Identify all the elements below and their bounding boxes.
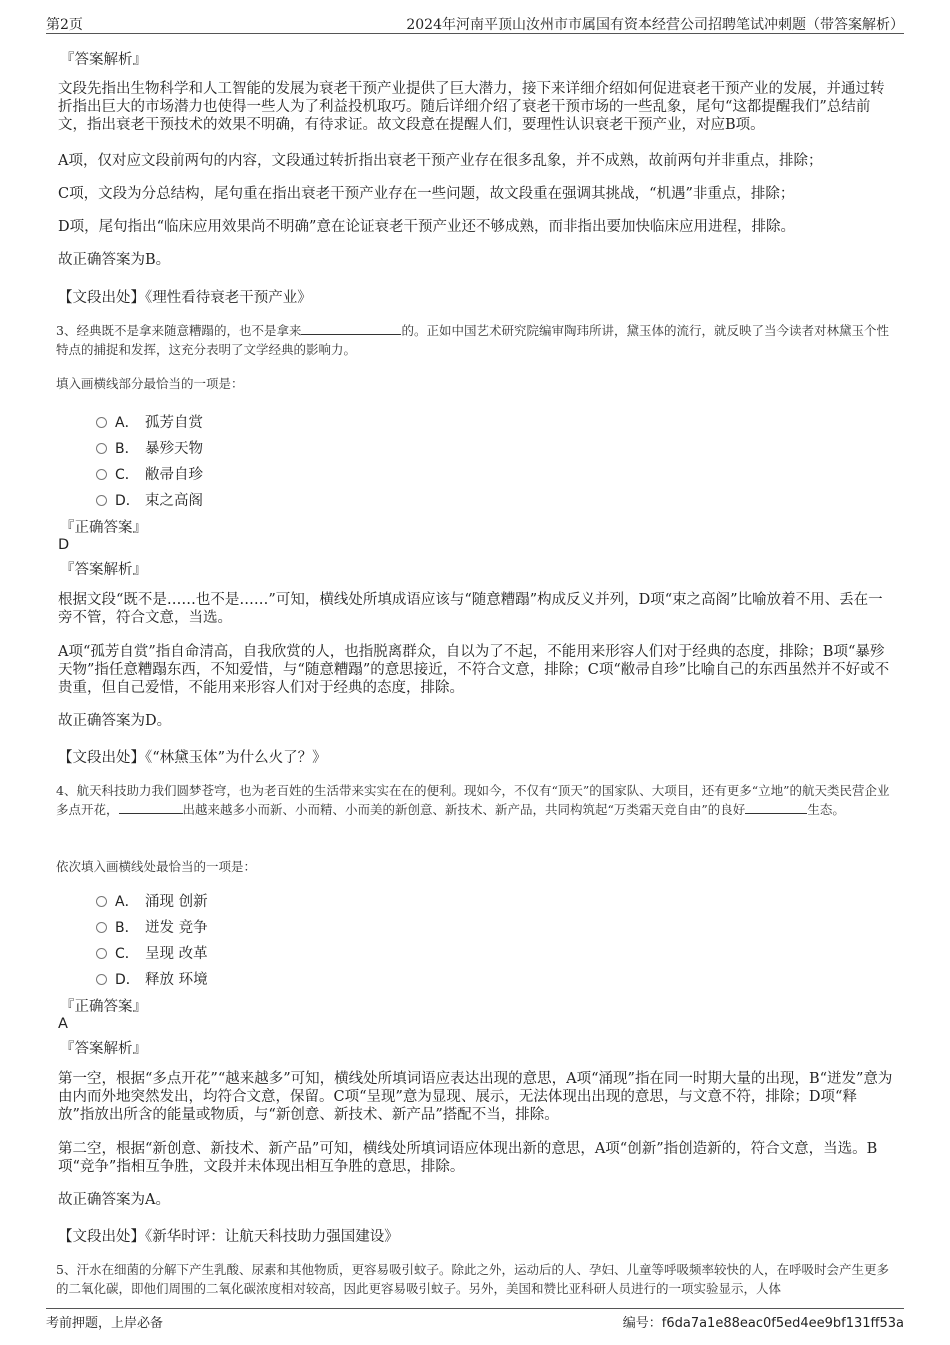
q4-stem-part3: 生态。 <box>807 801 845 817</box>
option-letter: D． <box>115 493 140 509</box>
option-letter: A． <box>115 894 139 910</box>
radio-icon[interactable] <box>96 896 107 907</box>
q3-stem-part1: 3、经典既不是拿来随意糟蹋的，也不是拿来 <box>56 323 302 338</box>
q4-blank-2 <box>745 801 807 814</box>
q3-correct-answer: D <box>58 537 70 553</box>
q2-analysis-para3: C项，文段为分总结构，尾句重在指出衰老干预产业存在一些问题，故文段重在强调其挑战，“机遇”非重点，排除； <box>58 186 795 202</box>
q4-option-d[interactable] <box>96 968 208 988</box>
q3-stem-part2: 的。正如中国艺术研究院编审陶玮所讲，黛玉体的流行，就反映了当今读者对林黛玉个性特点的捕捉和发挥，这充分表明了文学经典的影响力。 <box>56 323 889 357</box>
q4-stem-part1: 4、航天科技助力我们圆梦苍穹，也为老百姓的生活带来实实在在的便利。现如今，不仅有“顶天”的国家队、大项目，还有更多“立地”的航天类民营企业多点开花， <box>56 783 890 817</box>
q4-stem <box>56 782 896 819</box>
q3-analysis-para2: A项“孤芳自赏”指自命清高，自我欣赏的人，也指脱离群众，自以为了不起，不能用来形容人们对于经典的态度，排除；B项“暴殄天物”指任意糟蹋东西，不知爱惜，与“随意糟蹋”的意思接近，不符合文意，排除；C项“敝帚自珍”比喻自己的东西虽然并不好或不贵重，但自己爱惜，不能用来形容人们对于经典的态度，排除。 <box>58 644 890 696</box>
option-letter: A． <box>115 415 139 431</box>
q5-stem: 5、汗水在细菌的分解下产生乳酸、尿素和其他物质，更容易吸引蚊子。除此之外，运动后的人、孕妇、儿童等呼吸频率较快的人，在呼吸时会产生更多的二氧化碳，即他们周围的二氧化碳浓度相对较高，因此更容易吸引蚊子。另外，美国和赞比亚科研人员进行的一项实验显示，人体 <box>56 1262 889 1296</box>
q2-source: 【文段出处】《理性看待衰老干预产业》 <box>58 290 312 306</box>
q4-correct-label: 『正确答案』 <box>60 999 147 1015</box>
option-text: 呈现 改革 <box>145 946 208 962</box>
footer-slogan: 考前押题，上岸必备 <box>46 1316 164 1331</box>
option-text: 释放 环境 <box>145 972 208 988</box>
option-text: 暴殄天物 <box>145 441 203 457</box>
q3-instruction: 填入画横线部分最恰当的一项是： <box>56 376 244 391</box>
option-letter: C． <box>115 946 139 962</box>
option-text: 孤芳自赏 <box>145 415 203 431</box>
option-letter: C． <box>115 467 139 483</box>
radio-icon[interactable] <box>96 922 107 933</box>
option-letter: D． <box>115 972 140 988</box>
radio-icon[interactable] <box>96 417 107 428</box>
radio-icon[interactable] <box>96 469 107 480</box>
option-letter: B． <box>115 441 139 457</box>
radio-icon[interactable] <box>96 974 107 985</box>
footer-divider <box>46 1308 904 1309</box>
option-text: 迸发 竞争 <box>145 920 208 936</box>
q4-blank-1 <box>119 801 183 814</box>
q4-option-b[interactable] <box>96 916 208 936</box>
q4-option-c[interactable] <box>96 942 208 962</box>
q3-analysis-para1: 根据文段“既不是……也不是……”可知，横线处所填成语应该与“随意糟蹋”构成反义并列，D项“束之高阁”比喻放着不用、丢在一旁不管，符合文意，当选。 <box>58 592 883 626</box>
option-text: 束之高阁 <box>145 493 203 509</box>
q4-source: 【文段出处】《新华时评：让航天科技助力强国建设》 <box>58 1229 399 1245</box>
option-text: 涌现 创新 <box>145 894 208 910</box>
q3-blank <box>301 322 401 335</box>
q4-instruction: 依次填入画横线处最恰当的一项是： <box>56 859 257 874</box>
radio-icon[interactable] <box>96 495 107 506</box>
q4-conclusion: 故正确答案为A。 <box>58 1192 170 1208</box>
q4-analysis-para2: 第二空，根据“新创意、新技术、新产品”可知，横线处所填词语应体现出新的意思，A项“创新”指创造新的，符合文意，当选。B项“竞争”指相互争胜，文段并未体现出相互争胜的意思，排除。 <box>58 1141 878 1175</box>
radio-icon[interactable] <box>96 443 107 454</box>
q2-analysis-para2: A项，仅对应文段前两句的内容，文段通过转折指出衰老干预产业存在很多乱象，并不成熟，故前两句并非重点，排除； <box>58 153 823 169</box>
q3-stem <box>56 322 896 359</box>
q2-analysis-para4: D项，尾句指出“临床应用效果尚不明确”意在论证衰老干预产业还不够成熟，而非指出要加快临床应用进程，排除。 <box>58 219 795 235</box>
radio-icon[interactable] <box>96 948 107 959</box>
q3-source: 【文段出处】《“林黛玉体”为什么火了？》 <box>58 750 327 766</box>
q4-correct-answer: A <box>58 1016 68 1032</box>
document-title: 2024年河南平顶山汝州市市属国有资本经营公司招聘笔试冲刺题（带答案解析） <box>406 17 904 33</box>
q3-analysis-label: 『答案解析』 <box>60 562 147 578</box>
option-letter: B． <box>115 920 139 936</box>
option-text: 敝帚自珍 <box>145 467 203 483</box>
q3-option-d[interactable] <box>96 489 203 509</box>
q4-analysis-label: 『答案解析』 <box>60 1041 147 1057</box>
header-divider <box>46 33 904 34</box>
q2-analysis-para1: 文段先指出生物科学和人工智能的发展为衰老干预产业提供了巨大潜力，接下来详细介绍如何促进衰老干预产业的发展，并通过转折指出巨大的市场潜力也使得一些人为了利益投机取巧。随后详细介绍了衰老干预市场的一些乱象，尾句“这都提醒我们”总结前文，指出衰老干预技术的效果不明确，有待求证。故文段意在提醒人们，要理性认识衰老干预产业，对应B项。 <box>58 81 885 133</box>
q3-option-a[interactable] <box>96 411 203 431</box>
q3-option-c[interactable] <box>96 463 203 483</box>
q3-conclusion: 故正确答案为D。 <box>58 713 172 729</box>
q4-stem-part2: 出越来越多小而新、小而精、小而美的新创意、新技术、新产品，共同构筑起“万类霜天竞自由”的良好 <box>182 801 746 817</box>
q4-analysis-para1: 第一空，根据“多点开花”“越来越多”可知，横线处所填词语应表达出现的意思，A项“涌现”指在同一时期大量的出现，B“迸发”意为由内而外地突然发出，均符合文意，保留。C项“呈现”意为显现、展示，无法体现出出现的意思，与文意不符，排除；D项“释放”指放出所含的能量或物质，与“新创意、新技术、新产品”搭配不当，排除。 <box>58 1071 893 1123</box>
q3-option-b[interactable] <box>96 437 203 457</box>
page-header <box>46 14 904 34</box>
q2-analysis-label: 『答案解析』 <box>60 52 147 68</box>
q2-conclusion: 故正确答案为B。 <box>58 252 171 268</box>
q4-option-a[interactable] <box>96 890 208 910</box>
document-code: 编号：f6da7a1e88eac0f5ed4ee9bf131ff53a <box>622 1316 904 1331</box>
q3-correct-label: 『正确答案』 <box>60 520 147 536</box>
page-number: 第2页 <box>46 17 83 33</box>
